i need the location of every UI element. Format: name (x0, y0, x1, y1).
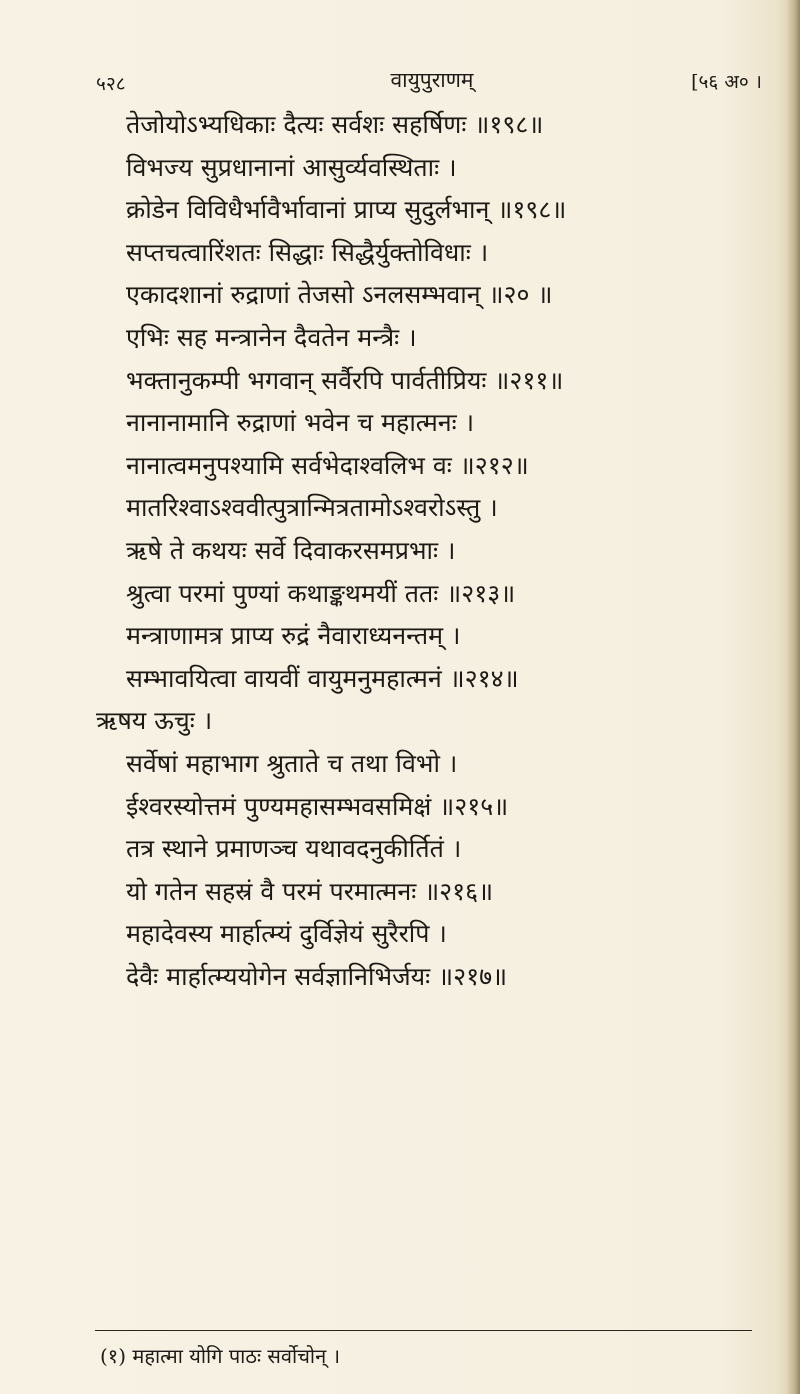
verse-line: ऋषे ते कथयः सर्वे दिवाकरसमप्रभाः । (126, 535, 456, 565)
chapter-reference: [५६ अ० । (691, 71, 762, 93)
verse-line: ईश्वरस्योत्तमं पुण्यमहासम्भवसमिक्षं ॥२१५॥ (126, 791, 509, 821)
verse-line: तत्र स्थाने प्रमाणञ्च यथावदनुकीर्तितं । (126, 834, 462, 864)
verse-line: सम्भावयित्वा वायवीं वायुमनुमहात्मनं ॥२१४॥ (126, 663, 519, 693)
verse-line: क्रोडेन विविधैर्भावैर्भावानां प्राप्य सुदुर्लभान् ॥१९८॥ (126, 195, 567, 225)
page-edge-shadow (786, 0, 800, 1394)
footnote-divider (95, 1330, 752, 1331)
verse-line: नानानामानि रुद्राणां भवेन च महात्मनः । (126, 408, 475, 438)
verse-line: भक्तानुकम्पी भगवान् सर्वैरपि पार्वतीप्रियः ॥२११॥ (126, 365, 564, 395)
verse-line: महादेवस्य मार्हात्म्यं दुर्विज्ञेयं सुरैरपि । (126, 919, 447, 949)
verse-line: मातरिश्वाऽश्ववीत्पुत्रान्मित्रतामोऽश्वरोऽस्तु । (126, 493, 498, 523)
verse-line: यो गतेन सहस्रं वै परमं परमात्मनः ॥२१६॥ (126, 876, 494, 906)
verse-line: सप्तचत्वारिंशतः सिद्धाः सिद्धैर्युक्तोविधाः । (126, 237, 489, 267)
verse-text (96, 104, 776, 998)
running-title: वायुपुराणम् (390, 68, 474, 92)
verse-line: श्रुत्वा परमां पुण्यां कथाङ्कथमयीं ततः ॥२१३॥ (126, 578, 516, 608)
section-heading: ऋषय ऊचुः । (96, 706, 213, 736)
verse-line: देवैः मार्हात्म्ययोगेन सर्वज्ञानिभिर्जयः ॥२१७॥ (126, 961, 508, 991)
verse-line: मन्त्राणामत्र प्राप्य रुद्रं नैवाराध्यनन्तम् । (126, 621, 461, 651)
verse-line: एकादशानां रुद्राणां तेजसो ऽनलसम्भवान् ॥२० ॥ (126, 280, 553, 310)
verse-line: तेजोयोऽभ्यधिकाः दैत्यः सर्वशः सहर्षिणः ॥१९८॥ (126, 110, 544, 139)
verse-line: सर्वेषां महाभाग श्रुताते च तथा विभो । (126, 748, 458, 778)
page-header (96, 66, 768, 96)
verse-line: एभिः सह मन्त्रानेन दैवतेन मन्त्रैः । (126, 322, 417, 352)
verse-line: विभज्य सुप्रधानानां आसुर्व्यवस्थिताः । (126, 152, 457, 182)
verse-line: नानात्वमनुपश्यामि सर्वभेदाश्वलिभ वः ॥२१२॥ (126, 450, 529, 480)
footnote: (१) महात्मा योगि पाठः सर्वोचोन् । (100, 1344, 341, 1368)
page-number: ५२८ (96, 73, 126, 95)
